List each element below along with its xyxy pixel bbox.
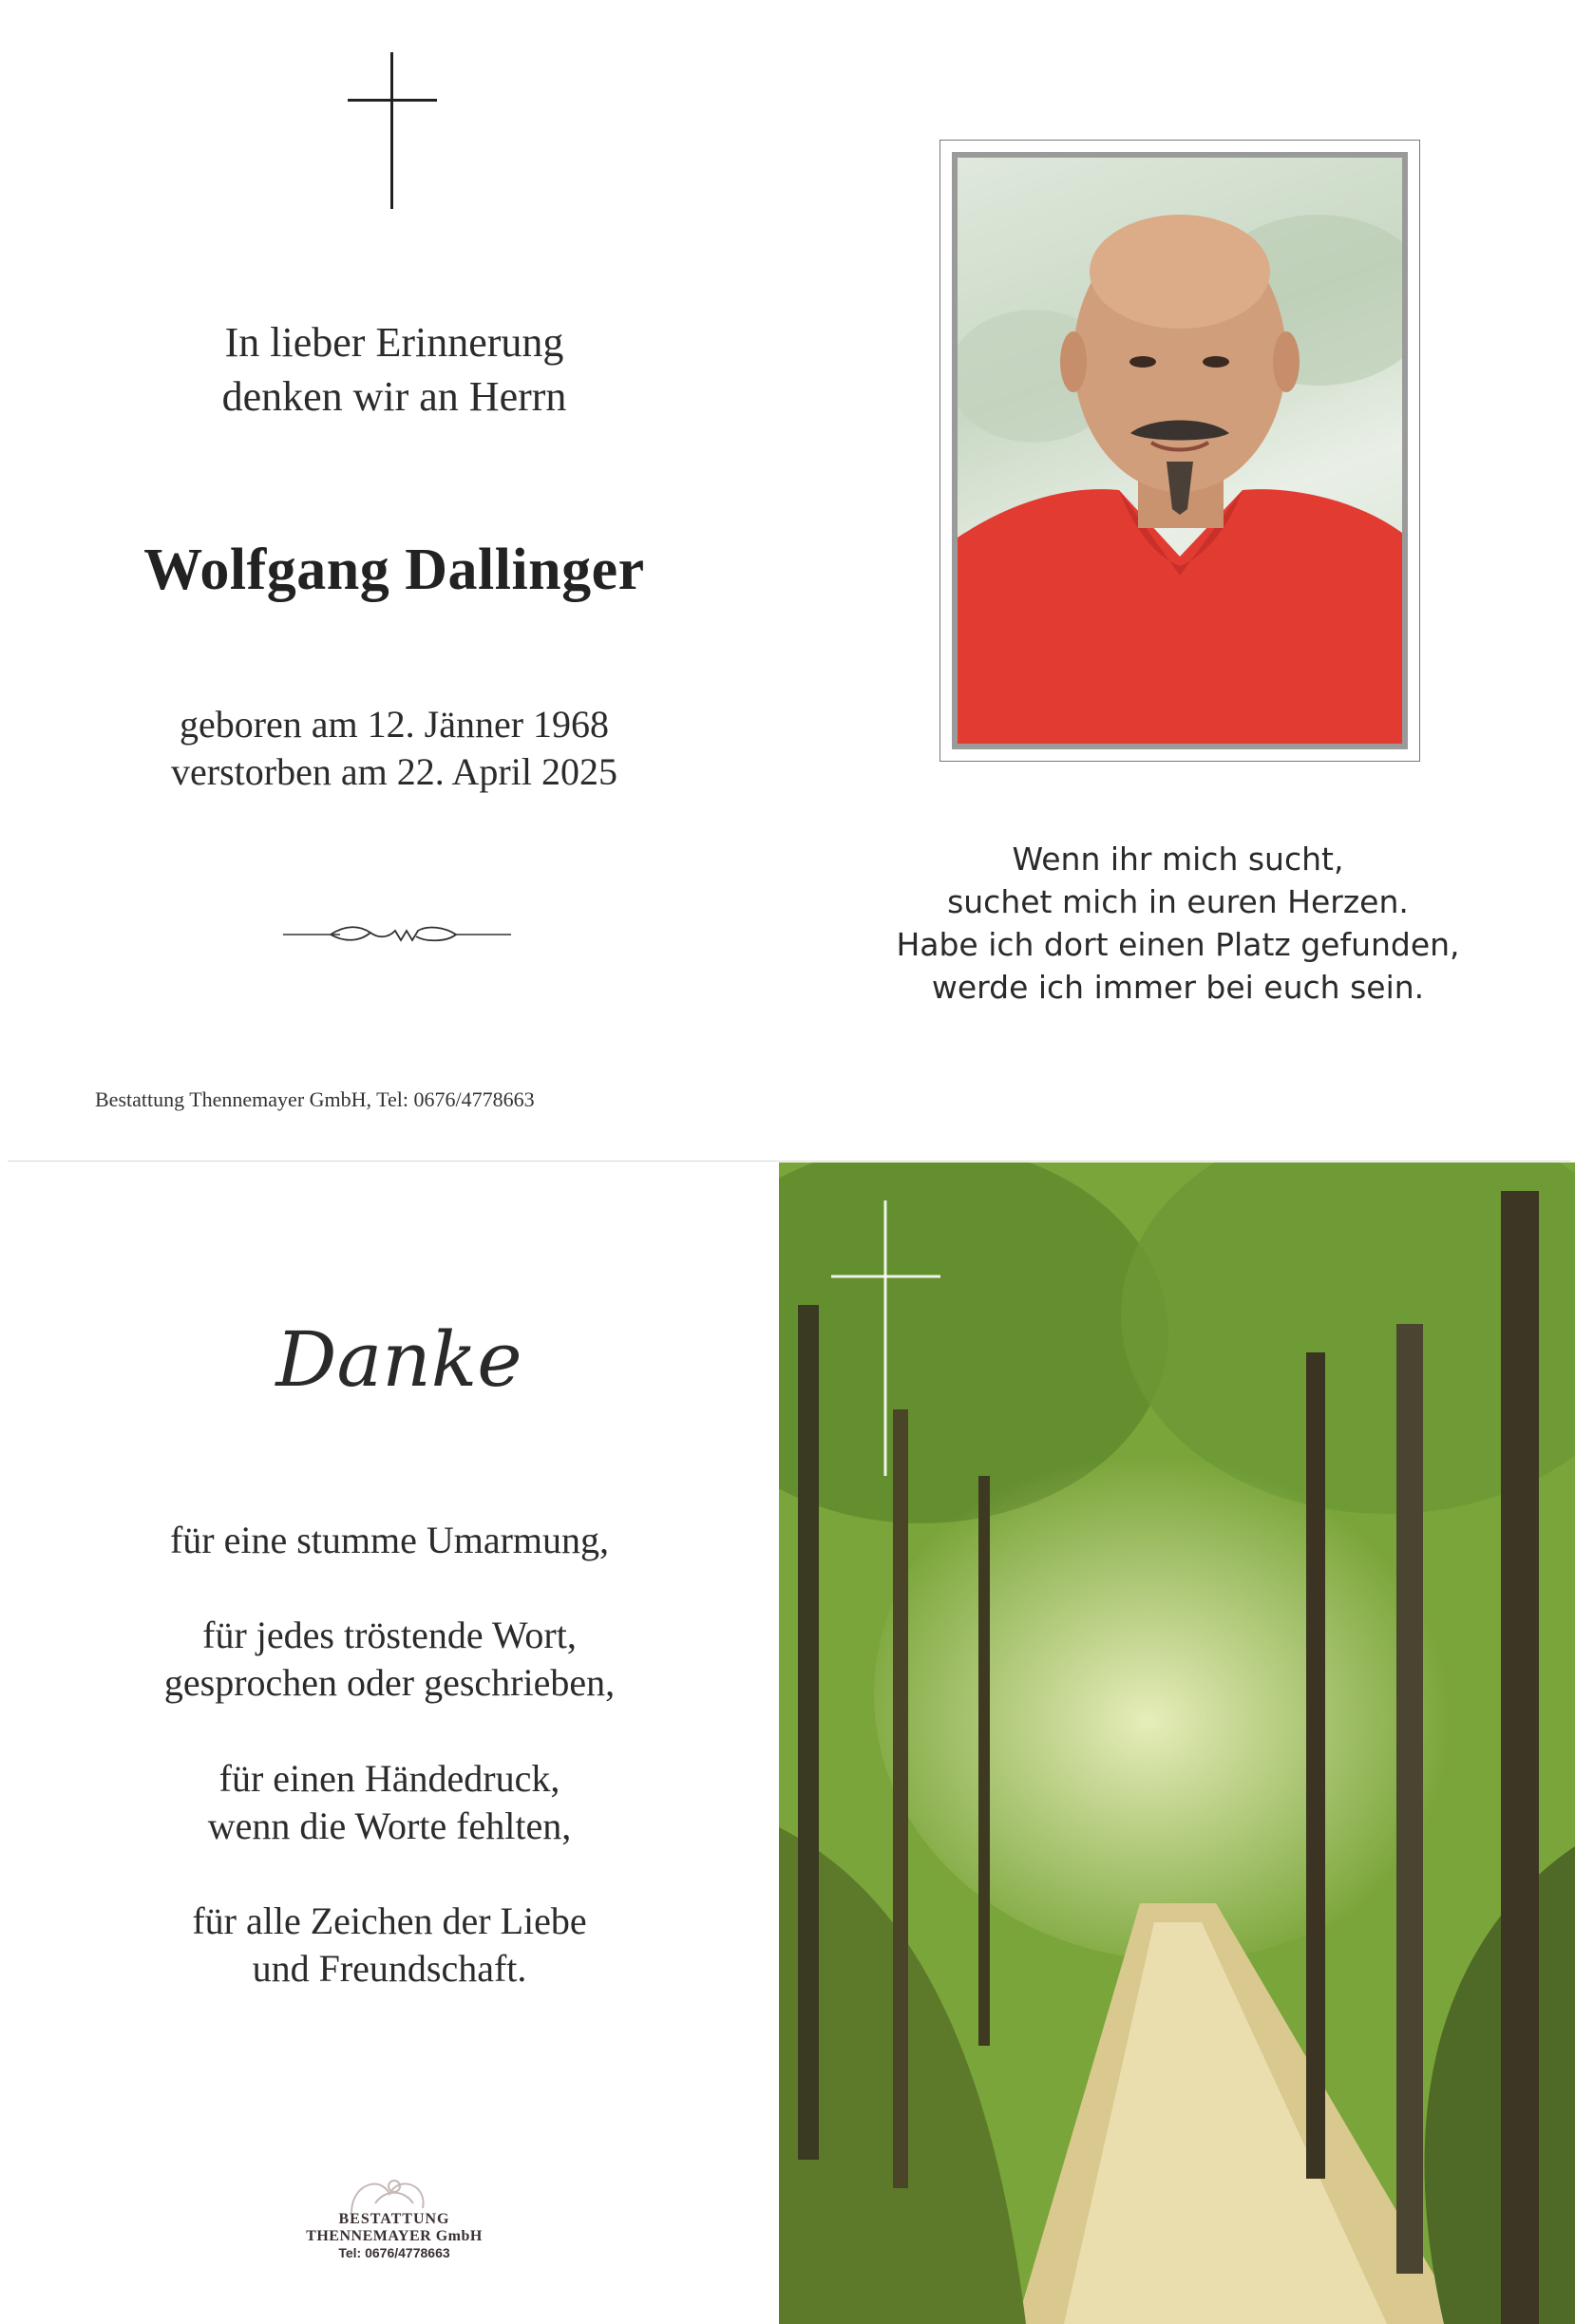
thanks-item <box>85 1612 693 1707</box>
thanks-line: für jedes tröstende Wort, <box>202 1614 577 1656</box>
forest-path-image <box>779 1162 1575 2324</box>
poem-line: Habe ich dort einen Platz gefunden, <box>896 926 1460 963</box>
thanks-line: wenn die Worte fehlten, <box>207 1804 572 1847</box>
deceased-name: Wolfgang Dallinger <box>143 538 645 602</box>
poem <box>893 838 1463 1009</box>
thanks-line: und Freundschaft. <box>252 1947 527 1990</box>
thanks-line: für einen Händedruck, <box>218 1757 560 1800</box>
funeral-home-logo <box>275 2165 513 2279</box>
portrait-photo <box>958 158 1402 744</box>
thanks-line: für eine stumme Umarmung, <box>169 1519 610 1561</box>
thanks-item <box>85 1755 693 1850</box>
poem-line: Wenn ihr mich sucht, <box>1012 841 1344 878</box>
intro-line-1: In lieber Erinnerung <box>224 319 564 366</box>
intro-line-2: denken wir an Herrn <box>221 373 567 420</box>
flourish-ornament-icon <box>283 919 511 950</box>
thanks-item <box>85 1517 693 1564</box>
poem-line: werde ich immer bei euch sein. <box>931 969 1425 1006</box>
thanks-line: für alle Zeichen der Liebe <box>192 1899 587 1942</box>
logo-line-2: THENNEMAYER GmbH <box>306 2228 483 2244</box>
birth-date: geboren am 12. Jänner 1968 <box>179 703 610 746</box>
portrait-frame <box>939 140 1420 762</box>
funeral-home-contact: Bestattung Thennemayer GmbH, Tel: 0676/4778663 <box>95 1087 535 1111</box>
thanks-item <box>85 1898 693 1993</box>
thanks-heading: Danke <box>275 1315 522 1404</box>
intro-text <box>85 315 703 424</box>
life-dates <box>85 701 703 796</box>
thanks-line: gesprochen oder geschrieben, <box>163 1661 616 1704</box>
logo-phone: Tel: 0676/4778663 <box>338 2245 450 2260</box>
logo-line-1: BESTATTUNG <box>338 2211 450 2227</box>
death-date: verstorben am 22. April 2025 <box>171 750 617 793</box>
poem-line: suchet mich in euren Herzen. <box>947 883 1409 920</box>
cross-icon <box>348 52 437 209</box>
